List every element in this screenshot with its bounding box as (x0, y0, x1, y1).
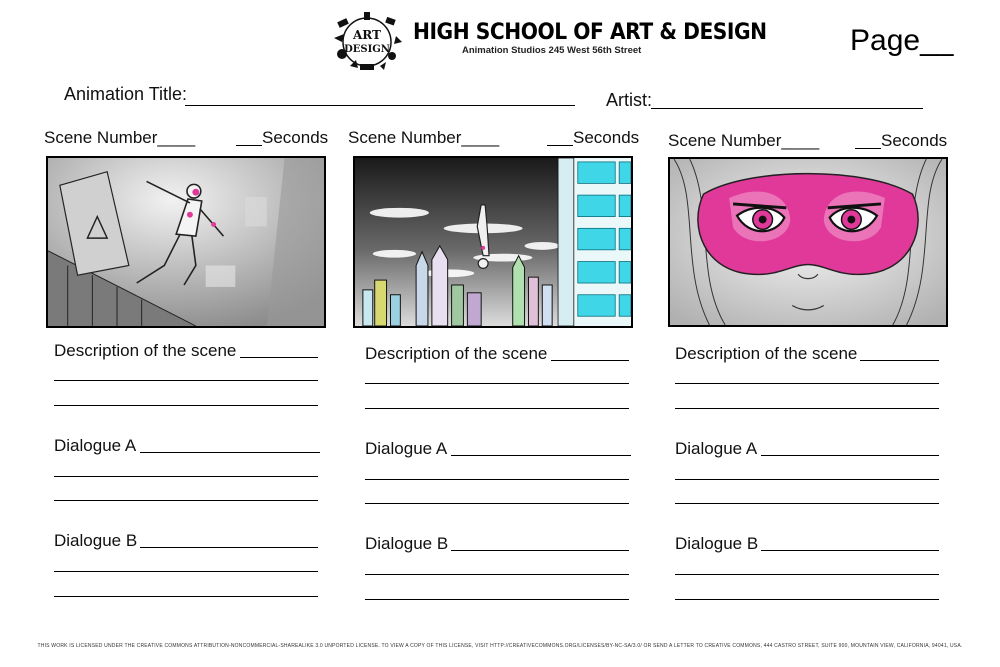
dialogue-a-label: Dialogue A (54, 436, 137, 455)
description-field[interactable] (860, 360, 939, 361)
license-footer: THIS WORK IS LICENSED UNDER THE CREATIVE COMMONS ATTRIBUTION-NONCOMMERCIAL-SHAREALIKE 3.0 UNPORTED LICENSE. TO VIEW A COPY OF THIS LICENSE, VISIT HTTP://CREATIVECOMMONS.ORG/LICENSES/BY-NC-SA/3.0/ OR SEND A LETTER TO CREATIVE COMMONS, 444 CASTRO STREET, SUITE 900, MOUNTAIN VIEW, CALIFORNIA, 94041, USA. (37, 643, 963, 649)
artist-label: Artist: (606, 90, 653, 110)
description-label: Description of the scene (54, 341, 237, 360)
seconds-label: Seconds (573, 128, 640, 147)
dialogue-b-line[interactable] (675, 599, 939, 600)
description-line[interactable] (675, 408, 939, 409)
dialogue-a-field[interactable] (451, 455, 631, 456)
description-label: Description of the scene (365, 344, 548, 363)
description-line[interactable] (365, 408, 629, 409)
dialogue-b-field[interactable] (761, 550, 939, 551)
svg-text:ART: ART (352, 28, 382, 42)
description-line[interactable] (365, 383, 629, 384)
dialogue-a-line[interactable] (365, 479, 629, 480)
scene-header (348, 128, 648, 152)
seconds-field[interactable] (547, 145, 573, 146)
dialogue-a-label: Dialogue A (365, 439, 448, 458)
school-name: HIGH SCHOOL OF ART & DESIGN (413, 20, 767, 45)
dialogue-a-line[interactable] (675, 479, 939, 480)
storyboard-frame (353, 156, 633, 328)
seconds-label: Seconds (881, 131, 948, 150)
dialogue-b-line[interactable] (675, 574, 939, 575)
scene-number-label: Scene Number____ (668, 131, 820, 150)
dialogue-b-line[interactable] (365, 599, 629, 600)
description-field[interactable] (551, 360, 629, 361)
storyboard-panel-3 (668, 0, 968, 667)
description-label: Description of the scene (675, 344, 858, 363)
dialogue-a-line[interactable] (365, 503, 629, 504)
dialogue-b-label: Dialogue B (675, 534, 759, 553)
storyboard-frame (668, 157, 948, 327)
description-line[interactable] (54, 380, 318, 381)
storyboard-frame (46, 156, 326, 328)
dialogue-a-field[interactable] (140, 452, 320, 453)
storyboard-panel-2 (348, 0, 648, 667)
scene-header (668, 131, 968, 155)
storyboard-panel-1 (44, 0, 344, 667)
description-line[interactable] (675, 383, 939, 384)
dialogue-b-label: Dialogue B (365, 534, 449, 553)
seconds-field[interactable] (855, 148, 881, 149)
dialogue-a-field[interactable] (761, 455, 939, 456)
description-field[interactable] (240, 357, 318, 358)
scene-number-label: Scene Number____ (44, 128, 196, 147)
dialogue-b-field[interactable] (451, 550, 629, 551)
seconds-field[interactable] (236, 145, 262, 146)
page-number-label: Page__ (850, 24, 954, 57)
seconds-label: Seconds (262, 128, 329, 147)
dialogue-a-line[interactable] (54, 476, 318, 477)
dialogue-b-field[interactable] (140, 547, 318, 548)
dialogue-a-line[interactable] (54, 500, 318, 501)
svg-text:DESIGN: DESIGN (344, 44, 390, 55)
scene-header (44, 128, 344, 152)
dialogue-a-label: Dialogue A (675, 439, 758, 458)
dialogue-a-line[interactable] (675, 503, 939, 504)
school-subtitle: Animation Studios 245 West 56th Street (462, 45, 642, 56)
scene-number-label: Scene Number____ (348, 128, 500, 147)
dialogue-b-line[interactable] (54, 571, 318, 572)
description-line[interactable] (54, 405, 318, 406)
dialogue-b-label: Dialogue B (54, 531, 138, 550)
dialogue-b-line[interactable] (54, 596, 318, 597)
dialogue-b-line[interactable] (365, 574, 629, 575)
animation-title-label: Animation Title: (64, 84, 188, 104)
